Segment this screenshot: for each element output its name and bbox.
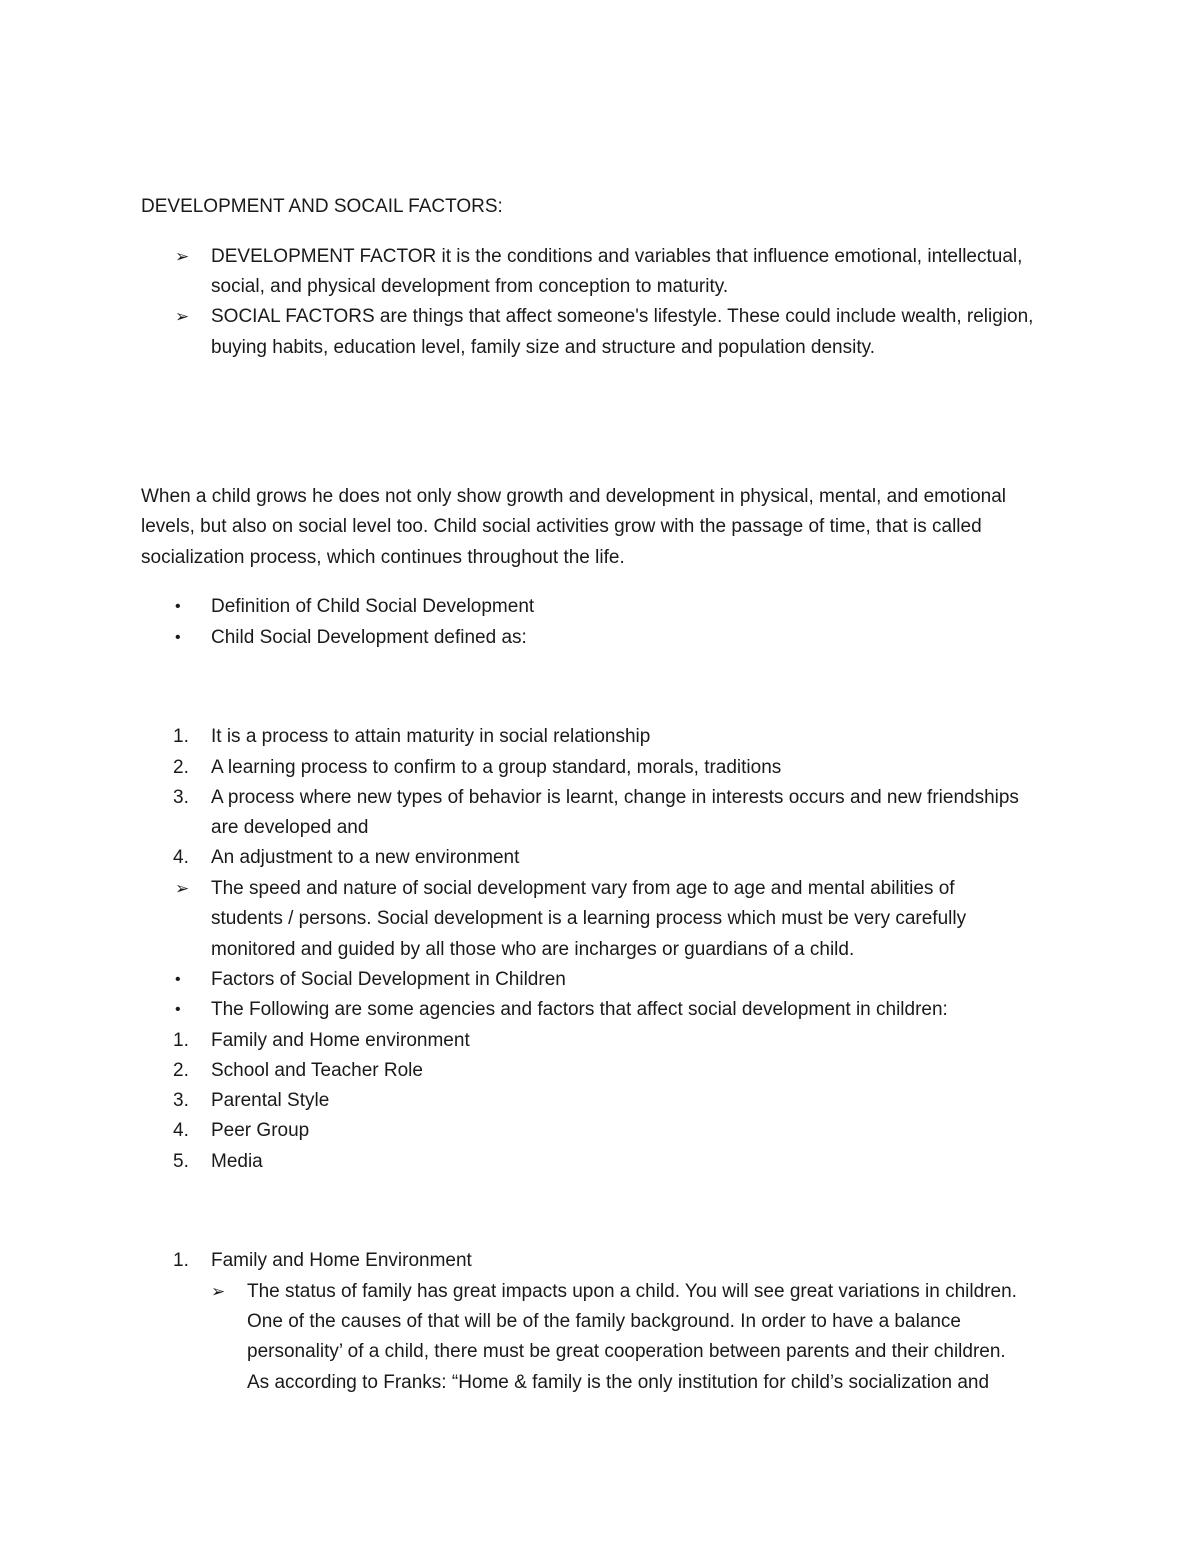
list-item-text: An adjustment to a new environment	[211, 847, 520, 868]
list-item-text: Family and Home environment	[211, 1030, 470, 1051]
bullet-text: Child Social Development defined as:	[211, 627, 527, 648]
bullet-text: Definition of Child Social Development	[211, 596, 535, 617]
list-item-text: The speed and nature of social development vary from age to age and mental abilities of	[211, 878, 955, 899]
list-item-text: A process where new types of behavior is learnt, change in interests occurs and new friendships	[211, 787, 1019, 808]
list-number: 3.	[173, 787, 189, 808]
bullet-icon: •	[175, 598, 181, 615]
list-number: 4.	[173, 1120, 189, 1141]
intro-point-text: SOCIAL FACTORS are things that affect someone's lifestyle. These could include wealth, religion,	[211, 306, 1034, 327]
list-item-text: Peer Group	[211, 1120, 310, 1141]
arrow-bullet-icon: ➢	[211, 1282, 226, 1301]
section-text: personality’ of a child, there must be great cooperation between parents and their children.	[247, 1341, 1006, 1362]
list-item-text: Parental Style	[211, 1090, 330, 1111]
list-number: 4.	[173, 847, 189, 868]
section-text: One of the causes of that will be of the family background. In order to have a balance	[247, 1311, 961, 1332]
list-number: 1.	[173, 1250, 189, 1271]
list-item-text: monitored and guided by all those who are incharges or guardians of a child.	[211, 939, 855, 960]
section-heading: Family and Home Environment	[211, 1250, 472, 1271]
bullet-icon: •	[175, 629, 181, 646]
bullet-icon: •	[175, 1001, 181, 1018]
arrow-bullet-icon: ➢	[175, 879, 190, 898]
list-item-text: School and Teacher Role	[211, 1060, 423, 1081]
section-text: The status of family has great impacts upon a child. You will see great variations in children.	[247, 1281, 1017, 1302]
list-item-text: are developed and	[211, 817, 369, 838]
list-item-text: Media	[211, 1151, 263, 1172]
list-number: 3.	[173, 1090, 189, 1111]
list-item-text: It is a process to attain maturity in social relationship	[211, 726, 651, 747]
list-item-text: A learning process to confirm to a group standard, morals, traditions	[211, 757, 782, 778]
paragraph-line: When a child grows he does not only show growth and development in physical, mental, and emotional	[141, 486, 1007, 507]
list-item-text: Factors of Social Development in Children	[211, 969, 566, 990]
section-text: As according to Franks: “Home & family is the only institution for child’s socialization and	[247, 1372, 990, 1393]
list-number: 1.	[173, 726, 189, 747]
intro-point-text: buying habits, education level, family size and structure and population density.	[211, 337, 875, 358]
bullet-icon: •	[175, 971, 181, 988]
document-title: DEVELOPMENT AND SOCAIL FACTORS:	[141, 196, 503, 217]
list-number: 2.	[173, 1060, 189, 1081]
list-number: 2.	[173, 757, 189, 778]
paragraph-line: levels, but also on social level too. Child social activities grow with the passage of time, that is called	[141, 516, 982, 537]
intro-point-text: social, and physical development from conception to maturity.	[211, 276, 729, 297]
intro-point-text: DEVELOPMENT FACTOR it is the conditions and variables that influence emotional, intellectual,	[211, 246, 1023, 267]
list-item-text: The Following are some agencies and factors that affect social development in children:	[211, 999, 948, 1020]
list-number: 5.	[173, 1151, 189, 1172]
paragraph-line: socialization process, which continues throughout the life.	[141, 547, 625, 568]
arrow-bullet-icon: ➢	[175, 307, 190, 326]
list-item-text: students / persons. Social development is a learning process which must be very carefully	[211, 908, 967, 929]
arrow-bullet-icon: ➢	[175, 247, 190, 266]
list-number: 1.	[173, 1030, 189, 1051]
